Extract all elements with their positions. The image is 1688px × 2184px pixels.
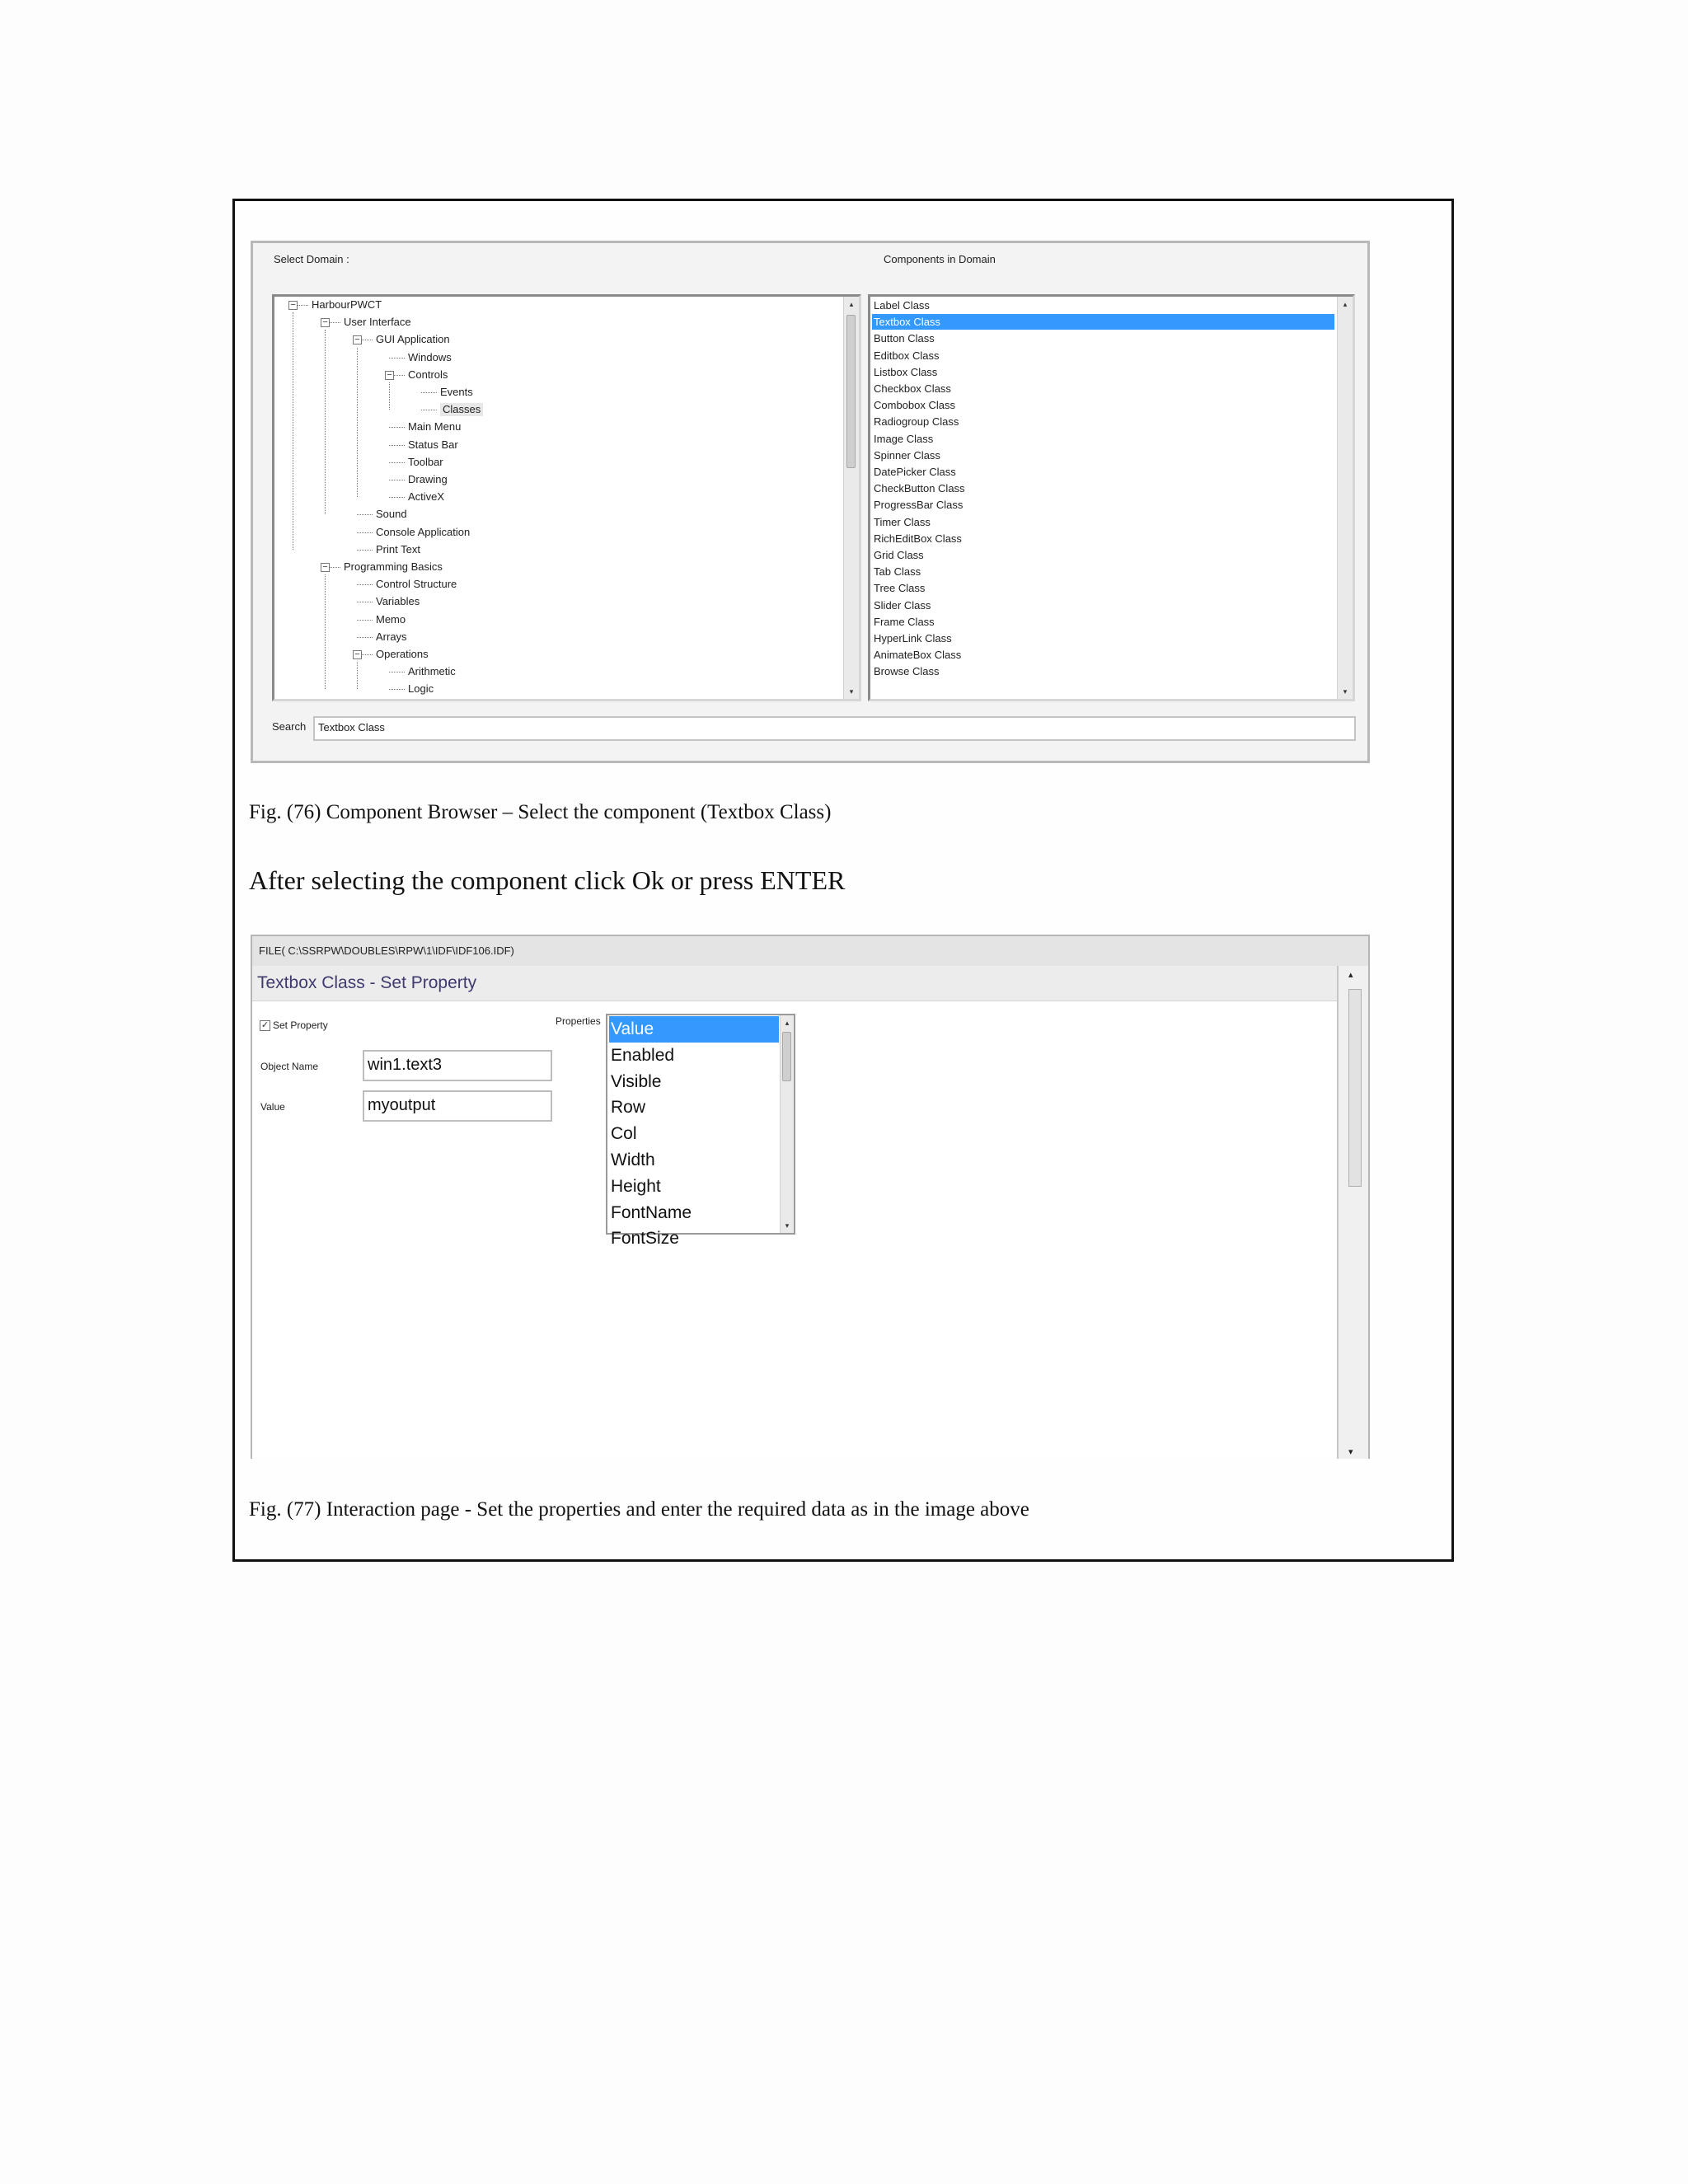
- scroll-down-icon[interactable]: ▾: [1343, 687, 1348, 696]
- tree-item[interactable]: Sound: [376, 508, 407, 521]
- property-list-item[interactable]: FontName: [611, 1202, 692, 1222]
- tree-item[interactable]: Toolbar: [408, 455, 443, 468]
- value-field[interactable]: myoutput: [363, 1090, 552, 1122]
- tree-item[interactable]: Logic: [408, 682, 434, 696]
- domain-tree-scrollbar[interactable]: [843, 297, 859, 699]
- component-list-item[interactable]: Timer Class: [874, 515, 931, 528]
- object-name-field[interactable]: win1.text3: [363, 1050, 552, 1081]
- component-list-item[interactable]: RichEditBox Class: [874, 532, 962, 545]
- property-list-item[interactable]: FontSize: [611, 1229, 679, 1249]
- tree-connector: [357, 584, 373, 585]
- component-list-item[interactable]: Tree Class: [874, 582, 926, 595]
- tree-item[interactable]: ActiveX: [408, 490, 445, 504]
- component-list-item[interactable]: ProgressBar Class: [874, 499, 964, 512]
- components-list[interactable]: [868, 294, 1355, 701]
- figure-77-caption: Fig. (77) Interaction page - Set the properties and enter the required data as in the image above: [249, 1498, 1029, 1521]
- figure-76-caption: Fig. (76) Component Browser – Select the component (Textbox Class): [249, 801, 832, 823]
- tree-guide: [325, 574, 326, 689]
- property-list-item[interactable]: Width: [611, 1151, 655, 1169]
- tree-item[interactable]: Status Bar: [408, 438, 458, 451]
- component-list-item[interactable]: Listbox Class: [874, 365, 938, 378]
- file-path-bar: FILE( C:\SSRPW\DOUBLES\RPW\1\IDF\IDF106.IDF): [252, 936, 1368, 967]
- tree-item[interactable]: Variables: [376, 595, 420, 608]
- component-list-item[interactable]: HyperLink Class: [874, 632, 952, 644]
- search-label: Search: [272, 720, 307, 733]
- tree-item[interactable]: Controls: [408, 368, 448, 381]
- tree-connector: [389, 462, 405, 463]
- tree-connector: [389, 445, 405, 446]
- scroll-thumb[interactable]: [846, 315, 856, 468]
- properties-list-scrollbar[interactable]: [780, 1015, 794, 1233]
- scroll-thumb[interactable]: [1348, 989, 1362, 1187]
- tree-connector: [357, 514, 373, 515]
- tree-connector: [389, 497, 405, 498]
- instruction-text: After selecting the component click Ok or press ENTER: [249, 865, 846, 895]
- components-in-domain-label: Components in Domain: [884, 253, 996, 265]
- tree-connector: [389, 358, 405, 359]
- tree-item[interactable]: GUI Application: [376, 333, 450, 346]
- tree-item[interactable]: Arithmetic: [408, 665, 456, 678]
- set-property-checkbox[interactable]: [260, 1020, 270, 1031]
- properties-label: Properties: [556, 1015, 601, 1027]
- tree-guide: [357, 348, 358, 498]
- component-list-item[interactable]: Label Class: [874, 299, 930, 312]
- component-list-item[interactable]: Image Class: [874, 432, 934, 445]
- component-list-item[interactable]: DatePicker Class: [874, 466, 956, 478]
- tree-guide: [389, 382, 390, 410]
- properties-list[interactable]: [606, 1014, 795, 1249]
- tree-item[interactable]: Arrays: [376, 630, 407, 643]
- search-input[interactable]: Textbox Class: [313, 716, 1356, 741]
- domain-tree[interactable]: [272, 294, 861, 701]
- tree-connector: [357, 532, 373, 533]
- scroll-up-icon[interactable]: ▴: [785, 1019, 790, 1027]
- component-list-item[interactable]: Textbox Class: [872, 314, 1334, 330]
- tree-item[interactable]: Control Structure: [376, 578, 457, 591]
- collapse-icon[interactable]: −: [385, 371, 394, 380]
- collapse-icon[interactable]: −: [321, 563, 330, 572]
- scroll-thumb[interactable]: [782, 1032, 791, 1081]
- properties-list-body: [607, 1015, 794, 1249]
- scroll-down-icon[interactable]: ▾: [785, 1221, 790, 1230]
- dialog-title: Textbox Class - Set Property: [252, 966, 1368, 1001]
- tree-item[interactable]: Print Text: [376, 542, 420, 555]
- component-list-item[interactable]: Button Class: [874, 332, 935, 345]
- component-browser-window: [251, 241, 1370, 763]
- tree-item[interactable]: Windows: [408, 350, 452, 363]
- tree-connector: [357, 550, 373, 551]
- tree-connector: [357, 620, 373, 621]
- page-scrollbar[interactable]: [1337, 966, 1368, 1459]
- tree-item[interactable]: User Interface: [344, 316, 411, 329]
- object-name-label: Object Name: [260, 1061, 319, 1072]
- scroll-up-icon[interactable]: ▴: [1343, 300, 1348, 308]
- tree-guide: [325, 330, 326, 514]
- collapse-icon[interactable]: −: [288, 301, 298, 310]
- tree-item[interactable]: HarbourPWCT: [312, 298, 382, 311]
- property-list-item[interactable]: Row: [611, 1098, 646, 1118]
- scroll-up-icon[interactable]: ▴: [849, 300, 854, 308]
- component-list-item[interactable]: Combobox Class: [874, 399, 955, 412]
- tree-connector: [389, 672, 405, 673]
- collapse-icon[interactable]: −: [321, 318, 330, 327]
- set-property-label: Set Property: [273, 1019, 328, 1031]
- tree-item[interactable]: Programming Basics: [344, 560, 443, 573]
- tree-guide: [357, 662, 358, 689]
- set-property-window: [251, 935, 1370, 1459]
- scroll-down-icon[interactable]: ▾: [1348, 1447, 1353, 1457]
- tree-item[interactable]: Operations: [376, 648, 429, 660]
- components-list-scrollbar[interactable]: [1337, 297, 1353, 699]
- tree-connector: [357, 637, 373, 638]
- component-list-item[interactable]: CheckButton Class: [874, 482, 965, 495]
- component-list-item[interactable]: Slider Class: [874, 598, 931, 612]
- tree-connector: [389, 427, 405, 428]
- component-list-item[interactable]: Checkbox Class: [874, 382, 951, 395]
- tree-connector: [421, 392, 437, 393]
- property-list-item[interactable]: Value: [609, 1016, 779, 1043]
- property-list-item[interactable]: Visible: [611, 1071, 662, 1091]
- component-list-item[interactable]: Browse Class: [874, 665, 940, 678]
- check-icon: ✓: [260, 1020, 270, 1030]
- property-list-item[interactable]: Enabled: [611, 1045, 675, 1065]
- component-list-item[interactable]: Radiogroup Class: [874, 415, 959, 429]
- property-list-item[interactable]: Col: [611, 1124, 637, 1144]
- scroll-up-icon[interactable]: ▴: [1348, 970, 1353, 980]
- tree-item[interactable]: Console Application: [376, 525, 471, 538]
- component-list-item[interactable]: Frame Class: [874, 615, 935, 628]
- component-list-item[interactable]: Grid Class: [874, 549, 924, 561]
- tree-item[interactable]: Memo: [376, 612, 406, 626]
- domain-tree-body: [274, 297, 844, 699]
- select-domain-label: Select Domain :: [274, 253, 349, 265]
- tree-item[interactable]: Events: [440, 386, 473, 398]
- component-list-item[interactable]: Tab Class: [874, 565, 921, 579]
- tree-connector: [389, 689, 405, 690]
- collapse-icon[interactable]: −: [353, 650, 362, 659]
- component-list-item[interactable]: Editbox Class: [874, 349, 940, 362]
- collapse-icon[interactable]: −: [353, 335, 362, 344]
- value-label: Value: [260, 1101, 285, 1113]
- component-list-item[interactable]: Spinner Class: [874, 448, 940, 462]
- tree-item[interactable]: Classes: [440, 403, 483, 416]
- component-list-item[interactable]: AnimateBox Class: [874, 649, 962, 662]
- tree-item[interactable]: Main Menu: [408, 420, 462, 434]
- components-list-body: [870, 297, 1353, 699]
- scroll-down-icon[interactable]: ▾: [849, 687, 854, 696]
- property-list-item[interactable]: Height: [611, 1176, 661, 1196]
- tree-item[interactable]: Drawing: [408, 473, 448, 485]
